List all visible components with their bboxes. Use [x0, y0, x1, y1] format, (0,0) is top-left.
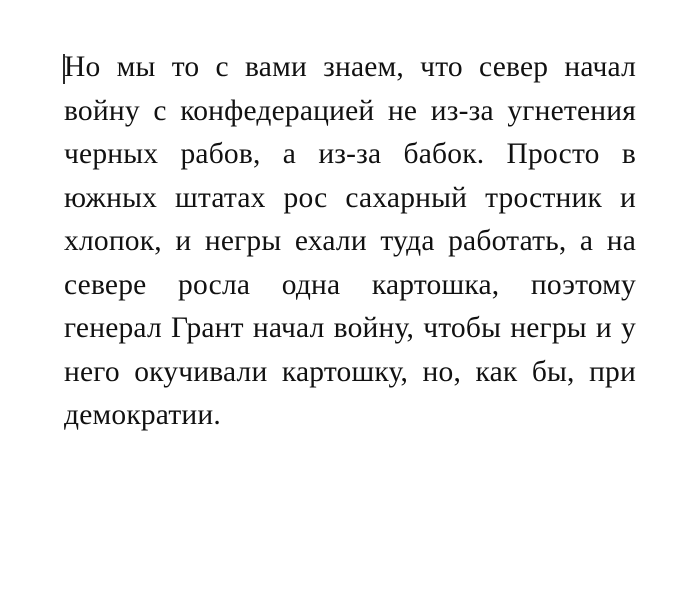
document-paragraph[interactable]: Но мы то с вами знаем, что север начал войну с конфедерацией не из-за угнетения черных рабов, а из-за бабок. Просто в южных штатах рос сахарный тростник и хлопок, и негры ехали туда работать, а на севере росла одна картошка, поэтому генерал Грант начал войну, чтобы негры и у него окучивали картошку, но, как бы, при демократии. [64, 51, 636, 431]
